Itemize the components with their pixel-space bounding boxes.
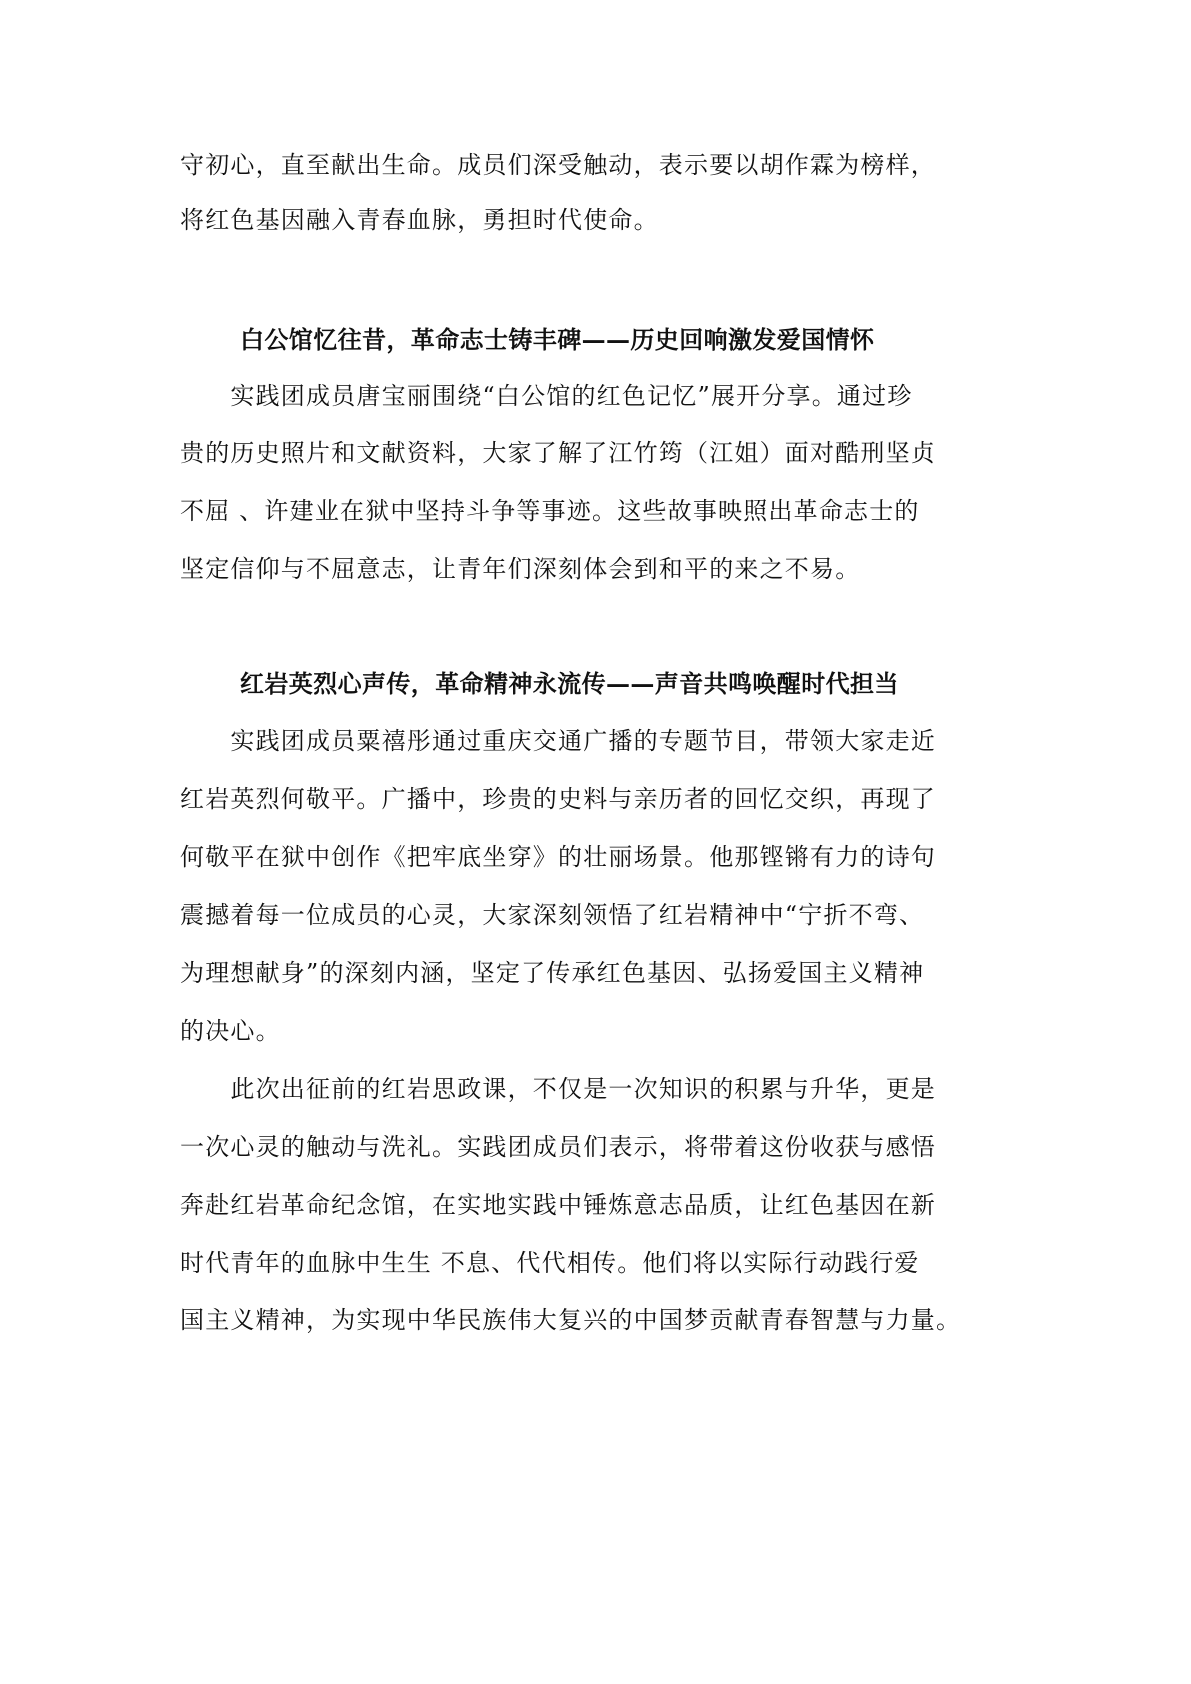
section-2-line-4: 震撼着每一位成员的心灵，大家深刻领悟了红岩精神中“宁折不弯、	[180, 901, 925, 929]
section-1-line-2: 贵的历史照片和文献资料，大家了解了江竹筠（江姐）面对酷刑坚贞	[180, 439, 936, 467]
conclusion-line-2: 一次心灵的触动与洗礼。实践团成员们表示，将带着这份收获与感悟	[180, 1133, 936, 1161]
section-2-line-3: 何敬平在狱中创作《把牢底坐穿》的壮丽场景。他那铿锵有力的诗句	[180, 843, 936, 871]
section-2-line-2: 红岩英烈何敬平。广播中，珍贵的史料与亲历者的回忆交织，再现了	[180, 785, 936, 813]
intro-line-2: 将红色基因融入青春血脉，勇担时代使命。	[180, 206, 659, 234]
section-1-line-3: 不屈 、许建业在狱中坚持斗争等事迹。这些故事映照出革命志士的	[180, 497, 920, 525]
conclusion-line-4: 时代青年的血脉中生生 不息、代代相传。他们将以实际行动践行爱	[180, 1249, 920, 1277]
section-2-line-5: 为理想献身”的深刻内涵，坚定了传承红色基因、弘扬爱国主义精神	[180, 959, 925, 987]
section-1-line-1: 实践团成员唐宝丽围绕“白公馆的红色记忆”展开分享。通过珍	[180, 382, 913, 410]
section-2-line-1: 实践团成员粟禧彤通过重庆交通广播的专题节目，带领大家走近	[180, 727, 936, 755]
intro-line-1: 守初心，直至献出生命。成员们深受触动，表示要以胡作霖为榜样，	[180, 151, 936, 179]
conclusion-line-1: 此次出征前的红岩思政课，不仅是一次知识的积累与升华，更是	[180, 1075, 936, 1103]
conclusion-line-3: 奔赴红岩革命纪念馆，在实地实践中锤炼意志品质，让红色基因在新	[180, 1191, 936, 1219]
section-2-line-6: 的决心。	[180, 1017, 281, 1045]
section-1-heading: 白公馆忆往昔，革命志士铸丰碑——历史回响激发爱国情怀	[240, 325, 875, 354]
section-2-heading: 红岩英烈心声传，革命精神永流传——声音共鸣唤醒时代担当	[240, 669, 899, 698]
section-1-line-4: 坚定信仰与不屈意志，让青年们深刻体会到和平的来之不易。	[180, 555, 861, 583]
conclusion-line-5: 国主义精神，为实现中华民族伟大复兴的中国梦贡献青春智慧与力量。	[180, 1306, 962, 1334]
